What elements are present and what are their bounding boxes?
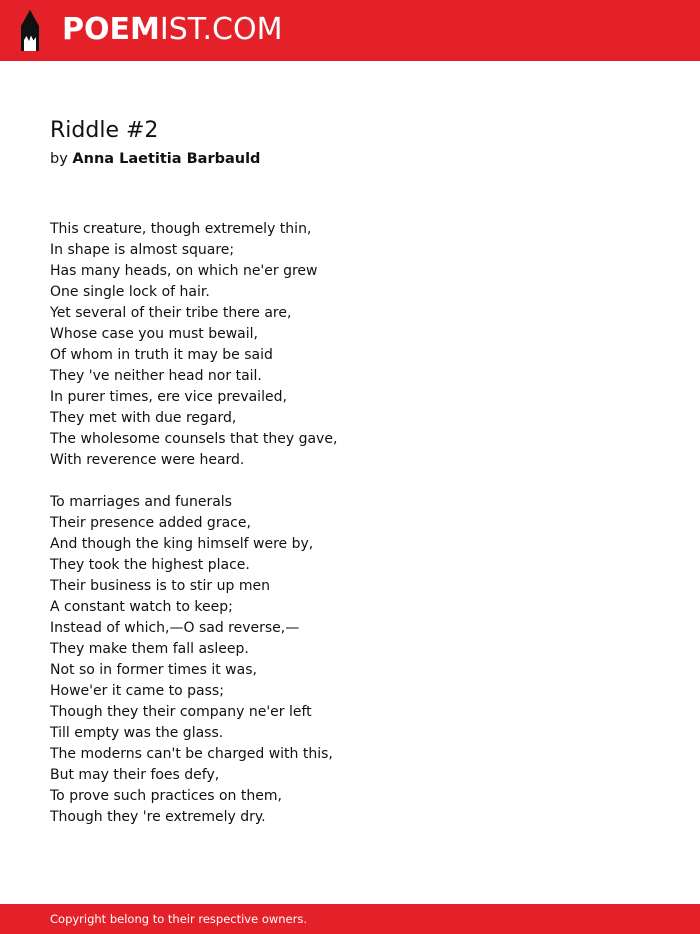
- poem-line: They 've neither head nor tail.: [50, 368, 262, 384]
- poem-line: Though they 're extremely dry.: [50, 809, 266, 825]
- byline: [50, 149, 260, 169]
- poem-line: Instead of which,—O sad reverse,—: [50, 620, 300, 636]
- poem-line: Yet several of their tribe there are,: [50, 305, 292, 321]
- poem-line: To prove such practices on them,: [50, 788, 282, 804]
- poem-title: Riddle #2: [50, 118, 159, 143]
- poem-line: This creature, though extremely thin,: [50, 221, 312, 237]
- stanza: [50, 219, 650, 471]
- site-logo[interactable]: [62, 12, 282, 48]
- poem-line: Their business is to stir up men: [50, 578, 270, 594]
- poem-line: Though they their company ne'er left: [50, 704, 312, 720]
- poem-line: Their presence added grace,: [50, 515, 251, 531]
- copyright-notice: Copyright belong to their respective owners.: [50, 912, 308, 926]
- logo-light-text: IST.COM: [159, 12, 283, 47]
- poem-line: Has many heads, on which ne'er grew: [50, 263, 318, 279]
- byline-prefix: by: [50, 151, 68, 167]
- poem-line: Howe'er it came to pass;: [50, 683, 224, 699]
- logo-bold-text: POEM: [62, 12, 160, 47]
- site-footer: [0, 904, 700, 934]
- poem-line: And though the king himself were by,: [50, 536, 314, 552]
- poem-line: A constant watch to keep;: [50, 599, 233, 615]
- pencil-logo-icon[interactable]: [18, 10, 42, 51]
- poem-line: In purer times, ere vice prevailed,: [50, 389, 287, 405]
- poem-line: They make them fall asleep.: [50, 641, 249, 657]
- stanza: [50, 492, 650, 828]
- poem-line: The moderns can't be charged with this,: [50, 746, 333, 762]
- poem-line: To marriages and funerals: [50, 494, 232, 510]
- poem-body: [50, 219, 650, 849]
- poem-line: They took the highest place.: [50, 557, 250, 573]
- site-header: [0, 0, 700, 61]
- poem-line: The wholesome counsels that they gave,: [50, 431, 338, 447]
- author-name: Anna Laetitia Barbauld: [72, 151, 261, 167]
- poem-line: Not so in former times it was,: [50, 662, 257, 678]
- poem-line: With reverence were heard.: [50, 452, 245, 468]
- poem-line: Whose case you must bewail,: [50, 326, 258, 342]
- poem-line: One single lock of hair.: [50, 284, 210, 300]
- poem-line: They met with due regard,: [50, 410, 237, 426]
- poem-line: Till empty was the glass.: [50, 725, 224, 741]
- poem-line: In shape is almost square;: [50, 242, 235, 258]
- poem-line: But may their foes defy,: [50, 767, 220, 783]
- poem-line: Of whom in truth it may be said: [50, 347, 273, 363]
